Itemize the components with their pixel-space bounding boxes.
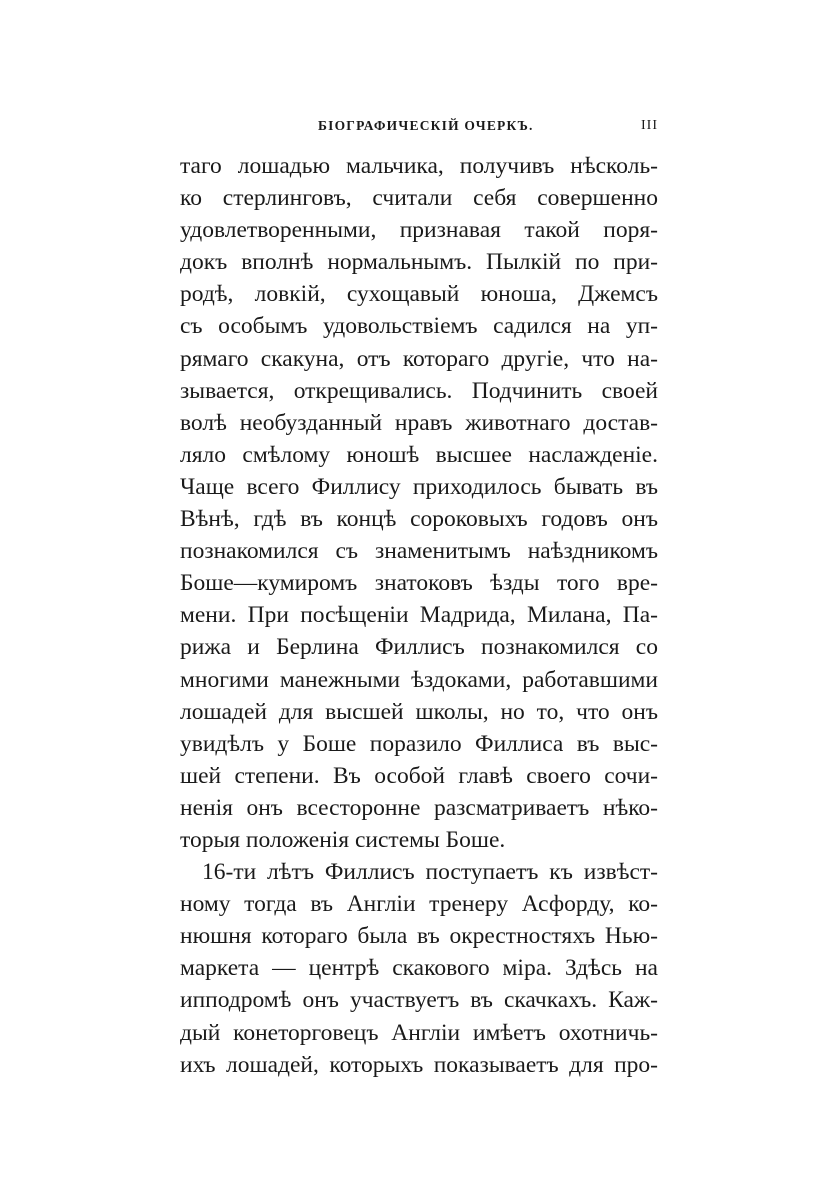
text-line: мени. При посѣщеніи Мадрида, Милана, Па- <box>180 602 658 629</box>
text-line: рижа и Берлина Филлисъ познакомился со <box>180 634 658 661</box>
text-line: торыя положенія системы Боше. <box>180 826 506 853</box>
text-line: родѣ, ловкій, сухощавый юноша, Джемсъ <box>180 281 658 308</box>
text-line: нюшня котораго была въ окрестностяхъ Нью- <box>180 923 658 950</box>
text-line: ихъ лошадей, которыхъ показываетъ для про- <box>180 1051 658 1078</box>
running-head-title: БІОГРАФИЧЕСКІЙ ОЧЕРКЪ. <box>318 118 534 133</box>
text-line: ляло смѣлому юношѣ высшее наслажденіе. <box>180 441 658 468</box>
text-line: лошадей для высшей школы, но то, что онъ <box>180 698 658 725</box>
running-head <box>180 118 658 138</box>
text-line: таго лошадью мальчика, получивъ нѣсколь- <box>180 153 658 179</box>
text-line: докъ вполнѣ нормальнымъ. Пылкій по при- <box>180 249 658 276</box>
text-line: волѣ необузданный нравъ животнаго достав- <box>180 409 658 436</box>
text-line: Боше—кумиромъ знатоковъ ѣзды того вре- <box>180 570 658 597</box>
text-line: съ особымъ удовольствіемъ садился на уп- <box>180 313 658 340</box>
text-line: шей степени. Въ особой главѣ своего сочи- <box>180 762 658 789</box>
text-line: многими манежными ѣздоками, работавшими <box>180 666 658 693</box>
text-line: ному тогда въ Англіи тренеру Асфорду, ко- <box>180 891 658 918</box>
text-line: удовлетворенными, признавая такой поря- <box>180 217 658 244</box>
text-line: зывается, открещивались. Подчинить своей <box>180 377 658 404</box>
text-line: ненія онъ всесторонне разсматриваетъ нѣко- <box>180 794 658 821</box>
text-line: Вѣнѣ, гдѣ въ концѣ сороковыхъ годовъ онъ <box>180 506 658 533</box>
text-line: ко стерлинговъ, считали себя совершенно <box>180 185 658 212</box>
text-line: ипподромѣ онъ участвуетъ въ скачкахъ. Каж- <box>180 987 658 1014</box>
text-line: познакомился съ знаменитымъ наѣздникомъ <box>180 538 658 565</box>
text-line: дый конеторговецъ Англіи имѣетъ охотничь- <box>180 1019 658 1046</box>
body-text <box>180 150 658 1081</box>
page-number: III <box>641 118 658 133</box>
text-line: рямаго скакуна, отъ котораго другіе, что на- <box>180 345 658 372</box>
text-line: увидѣлъ у Боше поразило Филлиса въ выс- <box>180 730 658 757</box>
text-line: маркета — центрѣ скакового міра. Здѣсь на <box>180 955 658 982</box>
text-line: 16-ти лѣтъ Филлисъ поступаетъ къ извѣст- <box>202 859 658 886</box>
text-line: Чаще всего Филлису приходилось бывать въ <box>180 473 658 500</box>
